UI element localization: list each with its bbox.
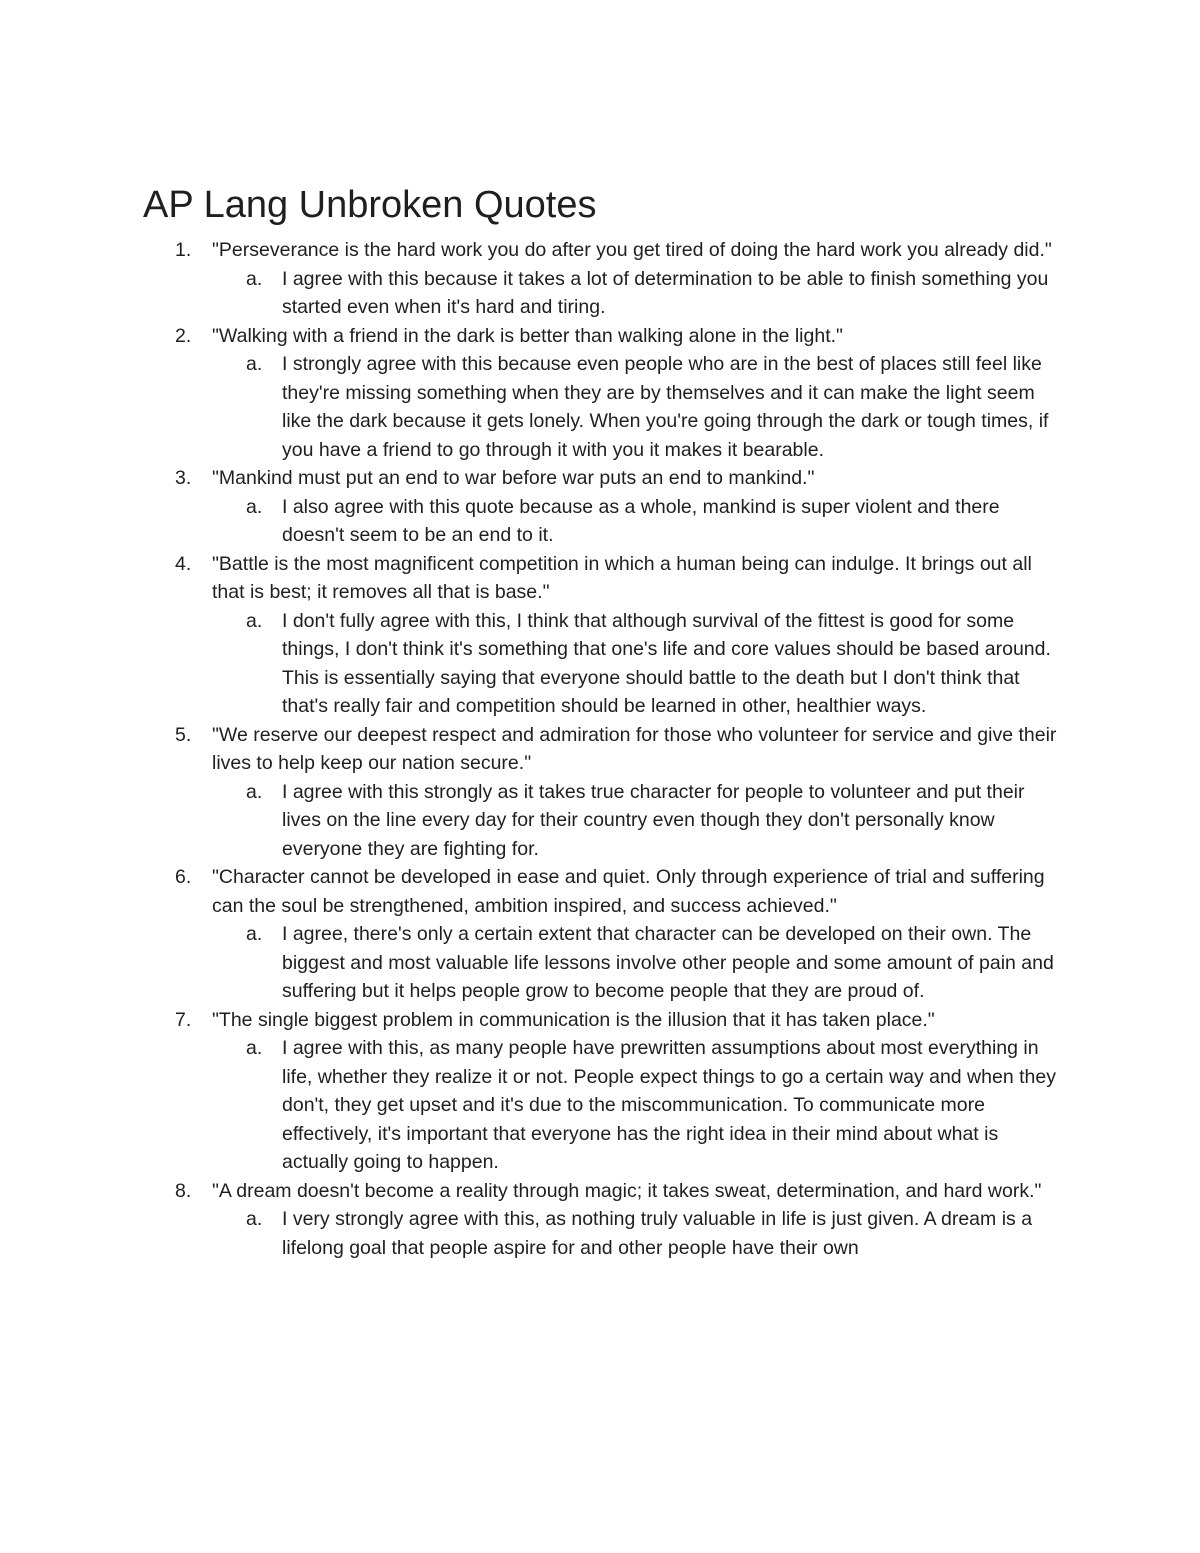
response-list <box>212 265 1062 322</box>
quote-text: "Mankind must put an end to war before war puts an end to mankind." <box>212 467 815 489</box>
quote-text: "The single biggest problem in communication is the illusion that it has taken place." <box>212 1008 935 1031</box>
response-list <box>212 920 1062 1006</box>
quote-text: "Battle is the most magnificent competition in which a human being can indulge. It brings out all that is best; it removes all that is base." <box>212 552 1032 603</box>
response-text: I don't fully agree with this, I think that although survival of the fittest is good for some things, I don't think it's something that one's life and core values should be based around. This is essentially saying that everyone should battle to the death but I don't think that that's really fair and competition should be learned in other, healthier ways. <box>282 609 1051 717</box>
quote-item-5 <box>0 721 1062 864</box>
response-item <box>212 920 1062 1006</box>
response-list <box>212 493 1062 550</box>
quote-text: "Walking with a friend in the dark is better than walking alone in the light." <box>212 324 843 347</box>
response-item <box>212 778 1062 864</box>
response-text: I strongly agree with this because even people who are in the best of places still feel like they're missing something when they are by themselves and it can make the light seem like the dark because it gets lonely. When you're going through the dark or tough times, if you have a friend to go through it with you it makes it bearable. <box>282 353 1049 461</box>
response-list <box>212 607 1062 721</box>
quote-item-7 <box>0 1006 1062 1177</box>
quote-item-4 <box>0 550 1062 721</box>
quote-number: 5. <box>175 723 192 746</box>
response-letter: a. <box>246 267 263 290</box>
response-text: I very strongly agree with this, as nothing truly valuable in life is just given. A dream is a lifelong goal that people aspire for and other people have their own <box>282 1208 1033 1259</box>
response-letter: a. <box>246 1208 263 1230</box>
response-letter: a. <box>246 923 263 945</box>
response-list <box>212 1205 1062 1262</box>
response-item <box>212 265 1062 322</box>
quote-number: 8. <box>175 1179 192 1202</box>
response-item <box>212 493 1062 550</box>
quote-item-8 <box>0 1177 1062 1263</box>
quote-text: "A dream doesn't become a reality through magic; it takes sweat, determination, and hard work." <box>212 1179 1042 1202</box>
response-text: I agree with this strongly as it takes true character for people to volunteer and put their lives on the line every day for their country even though they don't personally know everyone they are fighting for. <box>282 780 1025 860</box>
response-text: I agree, there's only a certain extent that character can be developed on their own. The biggest and most valuable life lessons involve other people and some amount of pain and suffering but it helps people grow to become people that they are proud of. <box>282 923 1054 1002</box>
quote-item-1 <box>0 236 1062 322</box>
document-title: AP Lang Unbroken Quotes <box>143 184 597 226</box>
quote-list <box>0 236 1200 1262</box>
quote-number: 4. <box>175 552 192 575</box>
quote-item-6 <box>0 863 1062 1006</box>
response-item <box>212 350 1062 464</box>
quote-number: 1. <box>175 239 192 261</box>
quote-item-3 <box>0 464 1062 550</box>
quote-text: "We reserve our deepest respect and admiration for those who volunteer for service and give their lives to help keep our nation secure." <box>212 723 1057 774</box>
response-list <box>212 1034 1062 1177</box>
quote-item-2 <box>0 322 1062 465</box>
response-item <box>212 1205 1062 1262</box>
quote-text: "Perseverance is the hard work you do after you get tired of doing the hard work you already did." <box>212 239 1052 261</box>
response-letter: a. <box>246 609 263 632</box>
quote-number: 3. <box>175 467 192 489</box>
quote-number: 7. <box>175 1008 192 1031</box>
response-item <box>212 607 1062 721</box>
response-item <box>212 1034 1062 1177</box>
response-letter: a. <box>246 353 263 375</box>
response-text: I also agree with this quote because as a whole, mankind is super violent and there doesn't seem to be an end to it. <box>282 495 1000 546</box>
response-text: I agree with this, as many people have prewritten assumptions about most everything in life, whether they realize it or not. People expect things to go a certain way and when they don't, they get upset and it's due to the miscommunication. To communicate more effectively, it's important that everyone has the right idea in their mind about what is actually going to happen. <box>282 1037 1056 1173</box>
quote-text: "Character cannot be developed in ease and quiet. Only through experience of trial and suffering can the soul be strengthened, ambition inspired, and success achieved." <box>212 866 1045 917</box>
response-list <box>212 350 1062 464</box>
response-letter: a. <box>246 495 263 518</box>
response-list <box>212 778 1062 864</box>
response-letter: a. <box>246 1037 263 1059</box>
response-text: I agree with this because it takes a lot of determination to be able to finish something you started even when it's hard and tiring. <box>282 267 1049 318</box>
quote-number: 6. <box>175 866 192 888</box>
quote-number: 2. <box>175 324 192 347</box>
response-letter: a. <box>246 780 263 803</box>
